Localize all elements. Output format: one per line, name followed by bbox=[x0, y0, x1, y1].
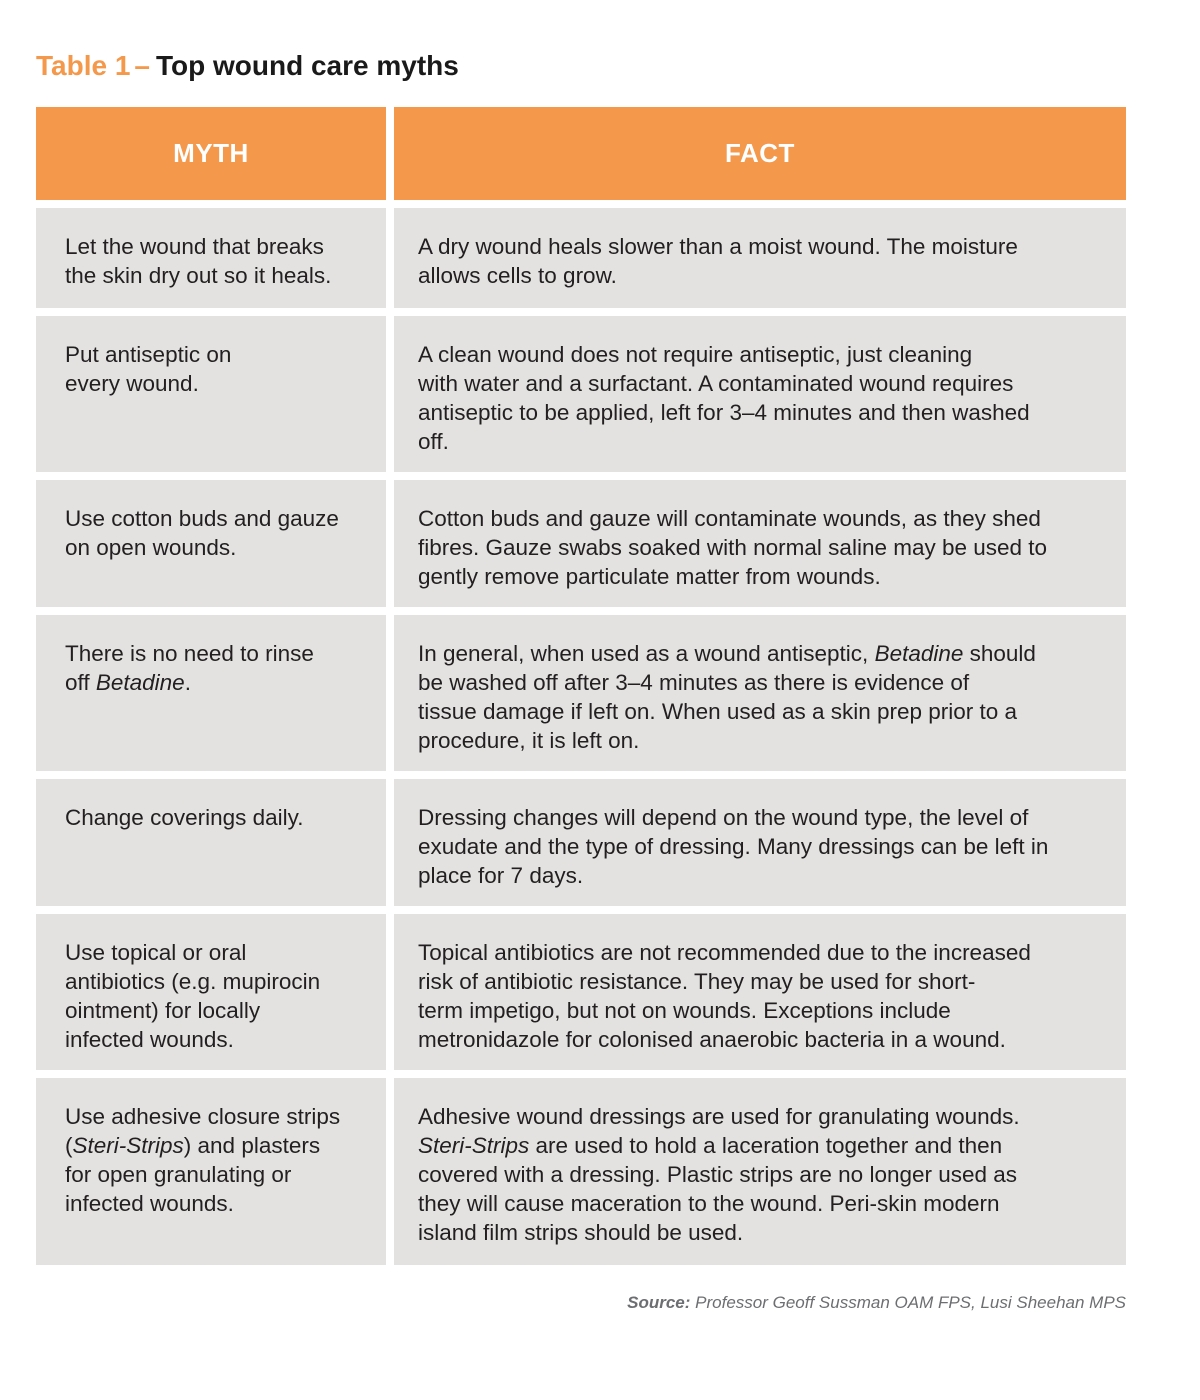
cell-text: are used to hold a laceration together and then covered with a dressing. Plastic strips are no longer used as they will cause maceration to the wound. Peri-skin modern island film strips should be used. bbox=[418, 1133, 1018, 1245]
myth-cell bbox=[36, 1078, 386, 1265]
title-separator: – bbox=[134, 50, 150, 81]
cell-text: In general, when used as a wound antiseptic, bbox=[418, 641, 875, 666]
fact-cell bbox=[394, 615, 1126, 771]
source-text: Professor Geoff Sussman OAM FPS, Lusi Sheehan MPS bbox=[695, 1293, 1126, 1312]
cell-text: Use adhesive closure strips ( bbox=[65, 1104, 341, 1158]
myth-column-header: MYTH bbox=[36, 107, 386, 200]
table-title-text: Top wound care myths bbox=[155, 50, 459, 81]
myth-cell bbox=[36, 208, 386, 308]
cell-text: should be washed off after 3–4 minutes as there is evidence of tissue damage if left on. When used as a skin prep prior to a procedure, it is left on. bbox=[418, 641, 1036, 753]
fact-cell bbox=[394, 316, 1126, 472]
fact-cell bbox=[394, 914, 1126, 1070]
myth-cell bbox=[36, 480, 386, 607]
cell-text: There is no need to rinse off bbox=[65, 641, 314, 695]
fact-cell bbox=[394, 1078, 1126, 1265]
table-title bbox=[36, 46, 459, 86]
product-name: Steri-Strips bbox=[418, 1133, 530, 1158]
myth-cell bbox=[36, 779, 386, 906]
myth-cell bbox=[36, 914, 386, 1070]
source-note bbox=[627, 1293, 1126, 1313]
cell-text: Let the wound that breaks the skin dry out so it heals. bbox=[65, 234, 332, 288]
cell-text: Cotton buds and gauze will contaminate wounds, as they shed fibres. Gauze swabs soaked with normal saline may be used to gently remove particulate matter from wounds. bbox=[418, 506, 1048, 589]
cell-text: Use topical or oral antibiotics (e.g. mupirocin ointment) for locally infected wounds. bbox=[65, 940, 321, 1052]
fact-column-header: FACT bbox=[394, 107, 1126, 200]
fact-cell bbox=[394, 480, 1126, 607]
product-name: Steri-Strips bbox=[72, 1133, 184, 1158]
myths-table bbox=[36, 107, 1126, 1265]
cell-text: A clean wound does not require antiseptic, just cleaning with water and a surfactant. A contaminated wound requires antiseptic to be applied, left for 3–4 minutes and then washed off. bbox=[418, 342, 1030, 454]
cell-text: Use cotton buds and gauze on open wounds. bbox=[65, 506, 339, 560]
myth-cell bbox=[36, 316, 386, 472]
cell-text: Dressing changes will depend on the wound type, the level of exudate and the type of dressing. Many dressings can be left in place for 7 days. bbox=[418, 805, 1049, 888]
cell-text: A dry wound heals slower than a moist wound. The moisture allows cells to grow. bbox=[418, 234, 1018, 288]
fact-cell bbox=[394, 208, 1126, 308]
cell-text: Topical antibiotics are not recommended due to the increased risk of antibiotic resistance. They may be used for short- term impetigo, but not on wounds. Exceptions include metronidazole for colonised anaerobic bacteria in a wound. bbox=[418, 940, 1031, 1052]
cell-text: . bbox=[184, 670, 191, 695]
source-label: Source: bbox=[627, 1293, 691, 1312]
table-number-label: Table 1 bbox=[36, 50, 131, 81]
cell-text: Put antiseptic on every wound. bbox=[65, 342, 232, 396]
myth-cell bbox=[36, 615, 386, 771]
cell-text: Change coverings daily. bbox=[65, 805, 304, 830]
cell-text: Adhesive wound dressings are used for granulating wounds. bbox=[418, 1104, 1020, 1129]
product-name: Betadine bbox=[95, 670, 185, 695]
product-name: Betadine bbox=[874, 641, 964, 666]
cell-text: ) and plasters for open granulating or infected wounds. bbox=[65, 1133, 321, 1216]
fact-cell bbox=[394, 779, 1126, 906]
